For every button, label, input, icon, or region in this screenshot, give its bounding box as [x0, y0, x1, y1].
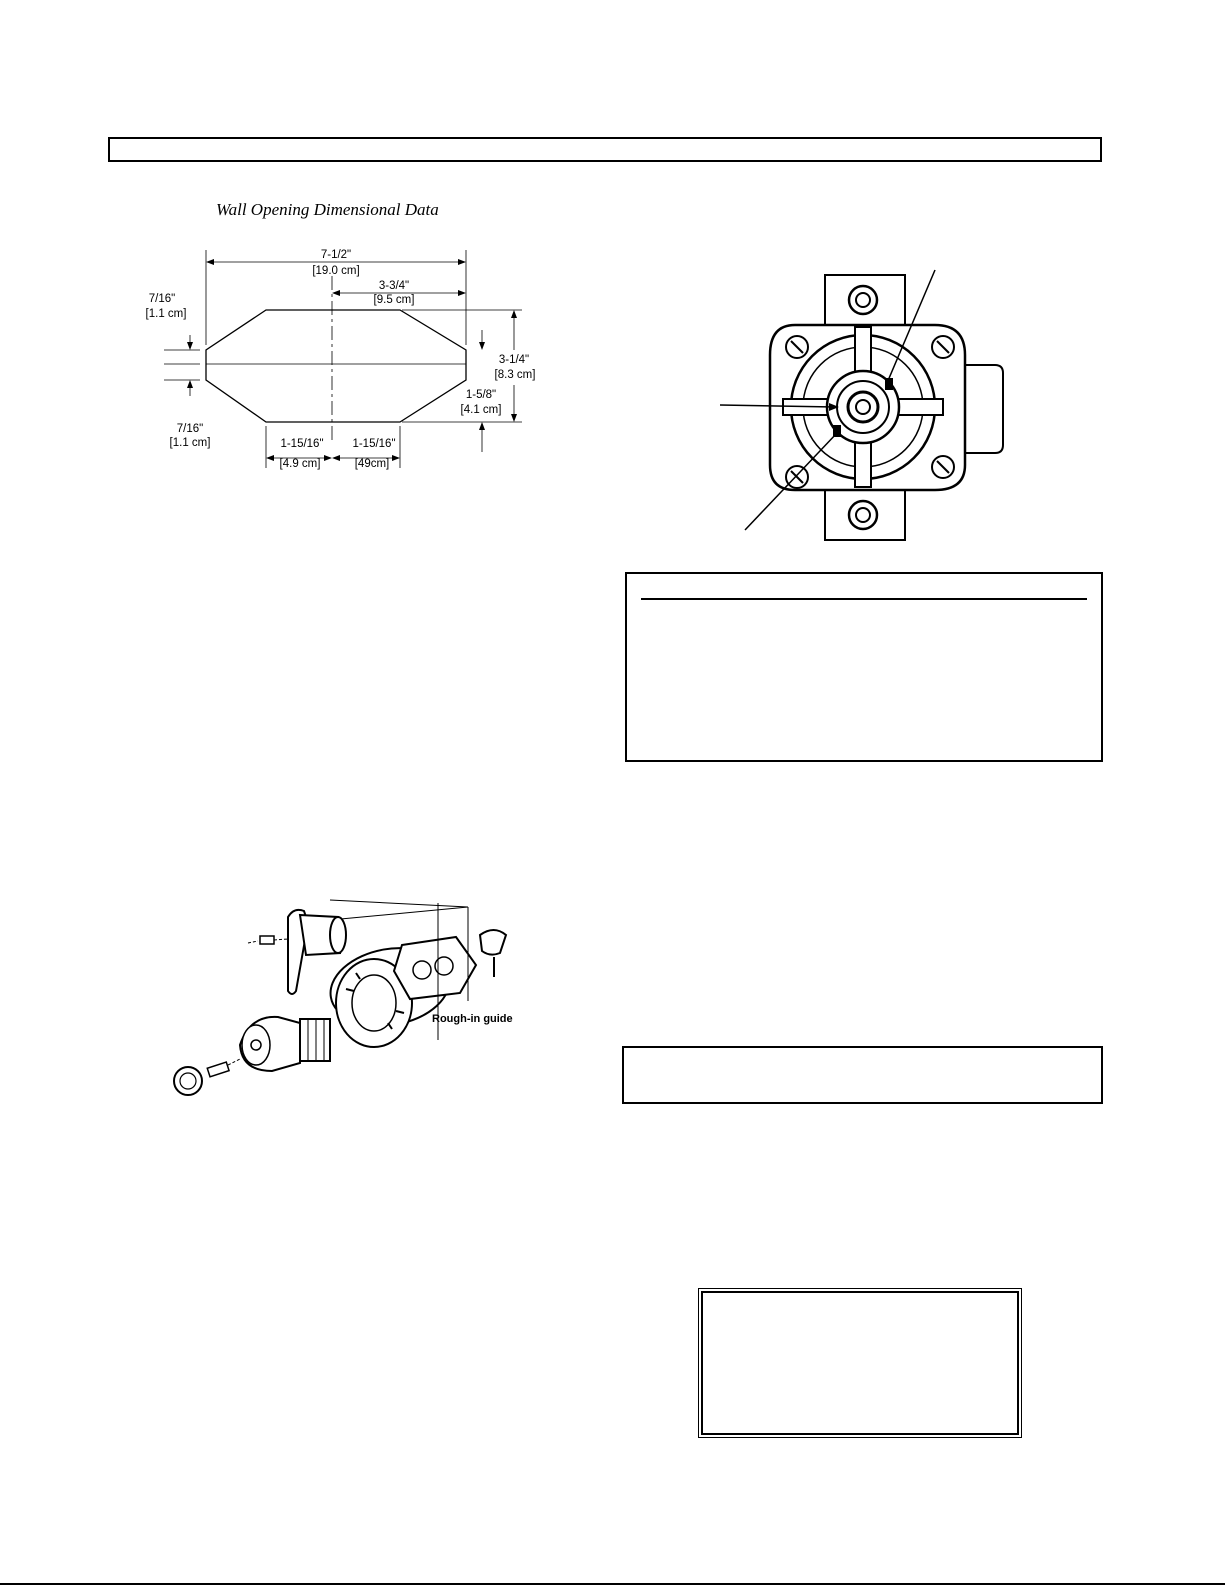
- bottom-offset-label: 7/16": [176, 423, 204, 435]
- left-segment-cm-label: [4.9 cm]: [279, 458, 321, 470]
- wall-opening-diagram: [130, 240, 550, 470]
- valve-body-illustration: [715, 265, 1045, 550]
- notice-box-bottom: [701, 1291, 1019, 1435]
- height-cm-label: [8.3 cm]: [494, 369, 536, 381]
- right-segment-cm-label: [49cm]: [354, 458, 390, 470]
- half-height-label: 1-5/8": [465, 389, 497, 401]
- top-offset-label: 7/16": [148, 293, 176, 305]
- right-segment-label: 1-15/16": [352, 438, 396, 450]
- section-header-bar: [108, 137, 1102, 162]
- notice-box-middle: [622, 1046, 1103, 1104]
- wall-opening-outline: [206, 310, 466, 422]
- half-width-cm-label: [9.5 cm]: [373, 294, 415, 306]
- half-width-label: 3-3/4": [378, 280, 410, 292]
- bottom-offset-cm-label: [1.1 cm]: [169, 437, 211, 449]
- half-height-cm-label: [4.1 cm]: [460, 404, 502, 416]
- left-segment-label: 1-15/16": [280, 438, 324, 450]
- top-offset-cm-label: [1.1 cm]: [145, 308, 187, 320]
- notice-box-top: [625, 572, 1103, 762]
- overall-width-label: 7-1/2": [320, 249, 352, 261]
- wall-opening-caption: Wall Opening Dimensional Data: [216, 200, 439, 219]
- rough-in-guide-label: Rough-in guide: [432, 1013, 513, 1025]
- exploded-trim-illustration: [160, 895, 530, 1105]
- height-label: 3-1/4": [498, 354, 530, 366]
- notice-box-rule: [641, 598, 1087, 600]
- overall-width-cm-label: [19.0 cm]: [312, 265, 360, 277]
